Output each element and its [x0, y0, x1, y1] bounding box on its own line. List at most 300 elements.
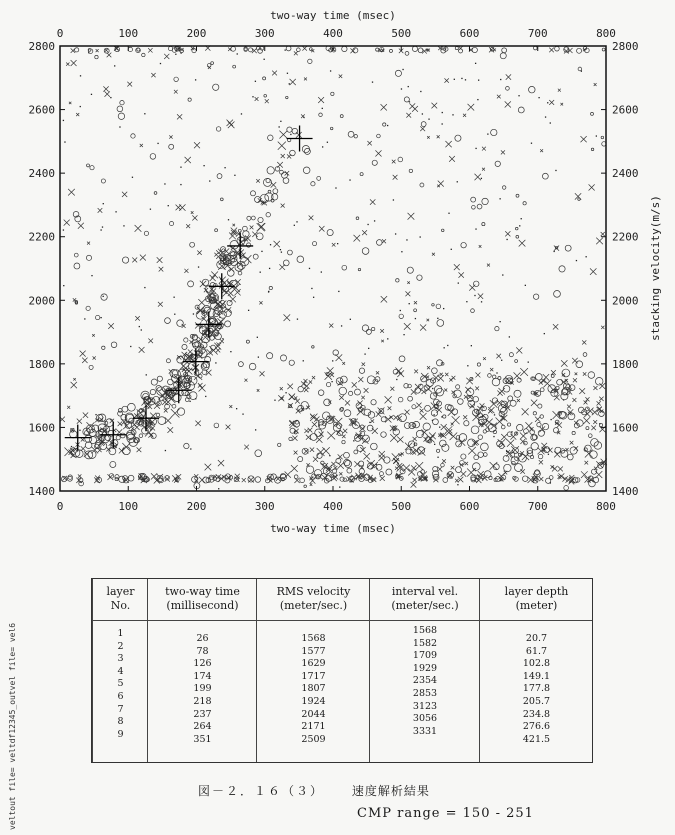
- semblance-circle: [201, 362, 209, 370]
- semblance-circle: [588, 372, 595, 379]
- semblance-circle: [413, 421, 420, 428]
- semblance-dot: [475, 228, 476, 229]
- semblance-cross: [329, 323, 333, 327]
- semblance-dot: [146, 374, 147, 375]
- semblance-dot: [408, 86, 409, 87]
- semblance-circle: [461, 242, 466, 247]
- semblance-dot: [518, 95, 519, 96]
- semblance-cross: [475, 373, 480, 378]
- semblance-circle: [538, 454, 543, 459]
- semblance-dot: [91, 94, 92, 95]
- semblance-circle: [503, 378, 508, 383]
- table-cell: 61.7: [525, 645, 548, 657]
- semblance-circle: [345, 460, 352, 467]
- x-tick-label-bottom: 500: [391, 500, 412, 513]
- semblance-cross: [73, 298, 76, 301]
- semblance-circle: [542, 173, 548, 179]
- semblance-circle: [478, 435, 483, 440]
- semblance-circle: [310, 434, 317, 441]
- semblance-circle: [150, 389, 155, 394]
- semblance-circle: [482, 198, 488, 204]
- semblance-cross: [381, 104, 387, 110]
- table-header-text: interval vel.: [391, 585, 459, 598]
- table-cell: 102.8: [522, 658, 551, 670]
- semblance-cross: [463, 415, 467, 419]
- table-header-text: (millisecond): [166, 599, 239, 612]
- semblance-cross: [339, 75, 342, 78]
- table-cell: 1709: [412, 650, 438, 662]
- semblance-circle: [283, 260, 289, 266]
- semblance-circle: [128, 47, 132, 51]
- semblance-circle: [358, 268, 360, 270]
- semblance-dot: [420, 236, 421, 237]
- semblance-dot: [437, 318, 438, 319]
- semblance-dot: [544, 333, 545, 334]
- semblance-circle: [502, 186, 506, 190]
- semblance-circle: [255, 196, 261, 202]
- semblance-dot: [157, 143, 158, 144]
- semblance-circle: [537, 422, 541, 426]
- semblance-circle: [482, 222, 485, 225]
- semblance-cross: [287, 384, 293, 390]
- semblance-cross: [522, 408, 529, 415]
- semblance-circle: [213, 84, 219, 90]
- semblance-circle: [372, 160, 377, 165]
- semblance-circle: [556, 386, 559, 389]
- table-cell: 8: [117, 716, 124, 728]
- semblance-dot: [258, 356, 259, 357]
- semblance-dot: [400, 310, 401, 311]
- semblance-cross: [465, 387, 471, 393]
- table-cell: 2354: [412, 675, 438, 687]
- semblance-dot: [255, 81, 256, 82]
- semblance-cross: [342, 362, 345, 365]
- semblance-cross: [309, 380, 312, 383]
- semblance-cross: [336, 354, 343, 361]
- semblance-cross: [106, 447, 110, 451]
- semblance-circle: [498, 377, 501, 380]
- semblance-circle: [572, 431, 575, 434]
- semblance-dot: [215, 362, 216, 363]
- semblance-cross: [208, 66, 211, 69]
- semblance-circle: [283, 178, 289, 184]
- semblance-circle: [342, 440, 345, 443]
- x-tick-label-bottom: 400: [323, 500, 343, 513]
- semblance-cross: [78, 474, 82, 478]
- semblance-circle: [265, 193, 273, 201]
- semblance-circle: [95, 315, 99, 319]
- semblance-cross: [226, 425, 231, 430]
- semblance-circle: [360, 173, 363, 176]
- semblance-cross: [291, 465, 298, 472]
- semblance-dot: [499, 321, 500, 322]
- semblance-cross: [265, 99, 269, 103]
- semblance-circle: [425, 405, 431, 411]
- semblance-dot: [63, 229, 64, 230]
- semblance-circle: [471, 197, 476, 202]
- semblance-circle: [555, 447, 561, 453]
- semblance-cross: [301, 381, 306, 386]
- semblance-dot: [64, 141, 65, 142]
- semblance-circle: [377, 134, 381, 138]
- semblance-cross: [440, 373, 443, 376]
- semblance-circle: [502, 48, 507, 53]
- table-cell: 174: [193, 670, 212, 682]
- semblance-circle: [590, 451, 598, 459]
- semblance-cross: [66, 62, 69, 65]
- semblance-dot: [228, 219, 229, 220]
- semblance-dot: [452, 114, 453, 115]
- semblance-dot: [193, 313, 194, 314]
- semblance-circle: [542, 423, 548, 429]
- semblance-circle: [202, 279, 209, 286]
- semblance-circle: [565, 245, 571, 251]
- semblance-cross: [134, 425, 139, 430]
- table-cell: 1629: [301, 658, 326, 670]
- semblance-dot: [203, 165, 204, 166]
- semblance-dot: [387, 125, 388, 126]
- semblance-cross: [372, 428, 378, 434]
- semblance-dot: [531, 143, 532, 144]
- semblance-circle: [441, 229, 444, 232]
- semblance-dot: [297, 318, 298, 319]
- semblance-cross: [465, 462, 468, 465]
- semblance-dot: [447, 345, 448, 346]
- semblance-circle: [216, 127, 221, 132]
- semblance-cross: [543, 380, 551, 388]
- table-cell: 2: [117, 640, 124, 652]
- semblance-circle: [549, 476, 553, 480]
- semblance-cross: [339, 395, 344, 400]
- semblance-circle: [517, 424, 524, 431]
- semblance-circle: [376, 464, 382, 470]
- semblance-dot: [278, 126, 279, 127]
- semblance-cross: [520, 368, 528, 376]
- semblance-circle: [144, 231, 148, 235]
- semblance-circle: [474, 455, 479, 460]
- semblance-cross: [319, 432, 324, 437]
- semblance-cross: [78, 223, 84, 229]
- semblance-cross: [473, 468, 476, 471]
- semblance-circle: [348, 131, 354, 137]
- semblance-cross: [69, 102, 71, 104]
- semblance-cross: [131, 427, 134, 430]
- semblance-circle: [577, 48, 582, 53]
- semblance-cross: [229, 405, 232, 408]
- table-header-cell: [93, 579, 148, 620]
- semblance-circle: [501, 425, 505, 429]
- table-cell: 6: [117, 691, 124, 702]
- semblance-cross: [211, 272, 218, 279]
- semblance-cross: [452, 376, 456, 380]
- table-cell: 3056: [412, 713, 438, 725]
- semblance-cross: [405, 291, 410, 296]
- semblance-dot: [335, 187, 336, 188]
- semblance-circle: [379, 472, 383, 476]
- semblance-circle: [564, 486, 569, 491]
- semblance-circle: [214, 423, 219, 428]
- table-column-layer-depth: [479, 579, 593, 762]
- semblance-circle: [275, 477, 281, 483]
- semblance-dot: [241, 113, 242, 114]
- semblance-circle: [243, 226, 248, 231]
- semblance-dot: [477, 99, 478, 100]
- semblance-cross: [549, 48, 554, 53]
- semblance-dot: [198, 266, 199, 267]
- semblance-dot: [547, 102, 548, 103]
- y-tick-label-left: 1400: [28, 485, 55, 498]
- semblance-dot: [132, 177, 133, 178]
- semblance-circle: [423, 423, 430, 430]
- semblance-dot: [372, 81, 373, 82]
- semblance-dot: [174, 314, 175, 315]
- semblance-cross: [506, 74, 511, 79]
- semblance-dot: [502, 274, 503, 275]
- semblance-dot: [519, 225, 520, 226]
- semblance-circle: [567, 454, 573, 460]
- semblance-dot: [434, 444, 435, 445]
- semblance-cross: [376, 411, 381, 416]
- semblance-cross: [197, 250, 201, 254]
- semblance-cross: [420, 413, 427, 420]
- semblance-circle: [562, 369, 570, 377]
- semblance-circle: [303, 167, 310, 174]
- semblance-circle: [311, 182, 315, 186]
- semblance-dot: [393, 199, 394, 200]
- semblance-cross: [431, 103, 437, 109]
- semblance-circle: [278, 443, 281, 446]
- x-tick-label-top: 200: [186, 27, 207, 40]
- semblance-dot: [261, 251, 262, 252]
- semblance-circle: [504, 464, 511, 471]
- semblance-circle: [315, 429, 322, 436]
- semblance-circle: [227, 270, 234, 277]
- semblance-circle: [266, 212, 270, 216]
- semblance-circle: [386, 469, 392, 475]
- semblance-circle: [296, 48, 300, 52]
- table-cell: 1929: [412, 662, 438, 674]
- semblance-dot: [458, 282, 459, 283]
- semblance-dot: [442, 123, 443, 124]
- semblance-cross: [507, 440, 514, 447]
- semblance-cross: [436, 407, 441, 412]
- semblance-circle: [246, 340, 249, 343]
- semblance-cross: [543, 374, 549, 380]
- semblance-cross: [198, 299, 205, 306]
- semblance-circle: [477, 204, 482, 209]
- semblance-circle: [111, 342, 117, 348]
- semblance-dot: [332, 360, 333, 361]
- semblance-cross: [393, 415, 398, 420]
- semblance-cross: [199, 385, 206, 392]
- semblance-circle: [313, 242, 317, 246]
- x-tick-label-bottom: 600: [459, 500, 480, 513]
- semblance-circle: [182, 344, 187, 349]
- semblance-dot: [160, 63, 161, 64]
- semblance-cross: [548, 448, 553, 453]
- semblance-dot: [576, 260, 577, 261]
- semblance-cross: [593, 386, 597, 390]
- semblance-circle: [437, 320, 444, 327]
- semblance-dot: [402, 69, 403, 70]
- semblance-circle: [515, 227, 518, 230]
- semblance-circle: [154, 192, 157, 195]
- figure-caption: [198, 782, 430, 799]
- table-cell: 20.7: [525, 633, 548, 644]
- semblance-dot: [437, 457, 438, 458]
- semblance-dot: [442, 112, 443, 113]
- semblance-circle: [421, 122, 426, 127]
- semblance-circle: [408, 396, 413, 401]
- semblance-circle: [472, 205, 476, 209]
- semblance-cross: [601, 232, 605, 236]
- semblance-circle: [529, 86, 536, 93]
- semblance-dot: [296, 221, 297, 222]
- semblance-dot: [409, 101, 410, 102]
- semblance-dot: [141, 329, 142, 330]
- semblance-dot: [496, 372, 497, 373]
- semblance-dot: [420, 91, 421, 92]
- semblance-cross: [490, 462, 498, 470]
- semblance-cross: [244, 445, 249, 450]
- semblance-cross: [393, 458, 399, 464]
- semblance-cross: [380, 476, 385, 481]
- semblance-circle: [292, 128, 298, 134]
- semblance-circle: [398, 397, 403, 402]
- semblance-cross: [256, 179, 259, 182]
- semblance-dot: [596, 135, 597, 136]
- y-tick-label-right: 1600: [612, 421, 639, 435]
- x-tick-label-bottom: 200: [186, 500, 207, 513]
- semblance-dot: [494, 414, 495, 415]
- semblance-cross: [371, 419, 374, 422]
- semblance-cross: [199, 477, 205, 483]
- semblance-cross: [468, 104, 475, 111]
- semblance-circle: [74, 263, 80, 269]
- semblance-dot: [554, 251, 555, 252]
- semblance-dot: [79, 430, 80, 431]
- semblance-circle: [238, 271, 242, 275]
- semblance-dot: [448, 213, 449, 214]
- semblance-cross: [184, 269, 188, 273]
- semblance-dot: [396, 379, 397, 380]
- semblance-circle: [495, 161, 500, 166]
- semblance-circle: [381, 417, 386, 422]
- semblance-cross: [362, 362, 365, 365]
- semblance-circle: [354, 135, 357, 138]
- semblance-cross: [304, 429, 308, 433]
- semblance-circle: [357, 445, 363, 451]
- table-cell: 1577: [301, 645, 326, 657]
- semblance-dot: [173, 297, 174, 298]
- semblance-circle: [308, 59, 312, 63]
- table-cell: 276.6: [522, 721, 551, 733]
- semblance-dot: [114, 65, 115, 66]
- semblance-cross: [583, 417, 590, 424]
- semblance-cross: [590, 268, 596, 274]
- semblance-dot: [255, 429, 256, 430]
- semblance-dot: [451, 249, 452, 250]
- semblance-cross: [76, 113, 79, 116]
- semblance-circle: [344, 452, 350, 458]
- semblance-circle: [393, 369, 398, 374]
- semblance-circle: [85, 431, 89, 435]
- semblance-cross: [139, 347, 145, 353]
- semblance-cross: [557, 422, 562, 427]
- semblance-cross: [361, 396, 364, 399]
- semblance-cross: [339, 472, 342, 475]
- semblance-cross: [354, 461, 360, 467]
- semblance-circle: [122, 406, 128, 412]
- semblance-circle: [250, 191, 255, 196]
- semblance-cross: [179, 204, 185, 210]
- semblance-scatter: [60, 45, 607, 490]
- y-tick-label-right: 1800: [612, 357, 639, 371]
- semblance-circle: [441, 48, 446, 53]
- semblance-dot: [91, 275, 92, 276]
- table-cell: 1568: [412, 625, 438, 636]
- semblance-cross: [594, 83, 597, 86]
- semblance-dot: [290, 134, 291, 135]
- semblance-circle: [495, 326, 499, 330]
- semblance-circle: [538, 430, 544, 436]
- table-cell: 218: [193, 696, 212, 707]
- semblance-cross: [427, 319, 430, 322]
- semblance-circle: [458, 399, 464, 405]
- semblance-cross: [575, 372, 578, 375]
- semblance-cross: [177, 114, 182, 119]
- semblance-cross: [230, 296, 236, 302]
- semblance-cross: [214, 475, 217, 478]
- semblance-dot: [321, 271, 322, 272]
- semblance-circle: [215, 229, 218, 232]
- semblance-dot: [119, 126, 120, 127]
- semblance-cross: [205, 464, 212, 471]
- semblance-circle: [376, 240, 382, 246]
- semblance-circle: [248, 476, 254, 482]
- semblance-cross: [82, 358, 87, 363]
- semblance-circle: [289, 360, 294, 365]
- semblance-circle: [74, 253, 78, 257]
- semblance-cross: [364, 388, 369, 393]
- semblance-circle: [561, 450, 568, 457]
- semblance-dot: [550, 419, 551, 420]
- semblance-dot: [432, 388, 433, 389]
- semblance-dot: [110, 97, 111, 98]
- table-cell: 1: [117, 628, 124, 639]
- semblance-circle: [101, 179, 105, 183]
- semblance-cross: [385, 396, 392, 403]
- semblance-circle: [194, 371, 199, 376]
- semblance-circle: [190, 242, 195, 247]
- semblance-circle: [349, 391, 353, 395]
- table-cell: 237: [193, 708, 212, 720]
- semblance-dot: [257, 337, 258, 338]
- semblance-circle: [523, 202, 526, 205]
- semblance-dot: [264, 59, 265, 60]
- semblance-cross: [458, 272, 463, 277]
- semblance-circle: [395, 70, 401, 76]
- semblance-dot: [506, 239, 507, 240]
- semblance-cross: [475, 174, 481, 180]
- semblance-circle: [436, 449, 439, 452]
- semblance-circle: [247, 216, 251, 220]
- semblance-circle: [569, 385, 575, 391]
- semblance-dot: [95, 414, 96, 415]
- table-cell: 149.1: [522, 670, 551, 682]
- table-cell: 264: [193, 721, 212, 733]
- semblance-circle: [412, 405, 416, 409]
